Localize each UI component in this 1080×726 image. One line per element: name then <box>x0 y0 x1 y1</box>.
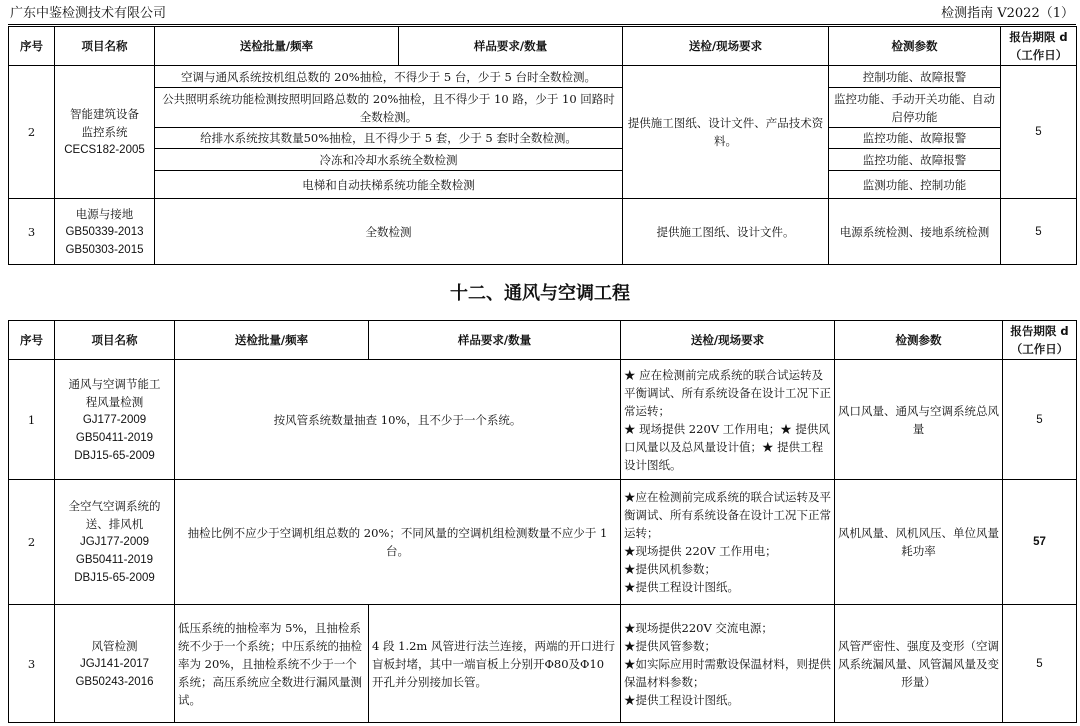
guide-version: 检测指南 V2022（1） <box>941 6 1074 21</box>
project-name-line: 全空气空调系统的 <box>68 499 161 513</box>
table-row <box>9 88 1077 128</box>
cell-project-name <box>55 199 155 265</box>
cell-period: 5 <box>1001 199 1077 265</box>
section-title: 十二、通风与空调工程 <box>450 283 630 304</box>
cell-period: 5 <box>1001 66 1077 199</box>
table-header-row <box>9 321 1077 360</box>
requirement-line: ★提供工程设计图纸。 <box>624 580 739 594</box>
requirement-line: ★ 现场提供 220V 工作用电；★ 提供风口风量以及总风量设计值；★ 提供工程设计图纸。 <box>624 421 830 472</box>
table-row <box>9 605 1077 723</box>
table-row <box>9 171 1077 199</box>
col-header-no: 序号 <box>9 321 55 360</box>
standard-code: DBJ15-65-2009 <box>74 449 155 462</box>
project-name-line: 监控系统 <box>81 125 128 139</box>
col-header-period-line2: （工作日） <box>1009 48 1068 62</box>
standard-code: GB50411-2019 <box>75 554 154 566</box>
table-row <box>9 199 1077 265</box>
table-ventilation <box>8 320 1077 723</box>
cell-no: 2 <box>9 66 55 199</box>
col-header-period-line2: （工作日） <box>1010 342 1069 356</box>
cell-params: 监控功能、手动开关功能、自动启停功能 <box>829 88 1001 128</box>
cell-project-name <box>55 66 155 199</box>
cell-no: 3 <box>9 605 55 723</box>
col-header-name: 项目名称 <box>55 27 155 66</box>
cell-params: 风口风量、通风与空调系统总风量 <box>835 360 1003 480</box>
col-header-sample: 样品要求/数量 <box>369 321 621 360</box>
cell-project-name <box>55 360 175 480</box>
col-header-params: 检测参数 <box>835 321 1003 360</box>
requirement-line: ★提供风管参数； <box>624 638 716 653</box>
cell-params: 风机风量、风机风压、单位风量耗功率 <box>835 480 1003 605</box>
table-row <box>9 149 1077 171</box>
col-header-requirement: 送检/现场要求 <box>623 27 829 66</box>
standard-code: GB50411-2019 <box>75 431 154 444</box>
col-header-sample: 样品要求/数量 <box>399 27 623 66</box>
standard-code: GB50243-2016 <box>75 675 154 688</box>
standard-code: CECS182-2005 <box>64 144 145 156</box>
table-row <box>9 128 1077 149</box>
cell-params: 监控功能、故障报警 <box>829 128 1001 149</box>
requirement-line: ★应在检测前完成系统的联合试运转及平衡调试、所有系统设备在设计工况下正常运转； <box>624 490 831 540</box>
requirement-line: ★现场提供220V 交流电源； <box>624 620 773 635</box>
table-intelligent-building <box>8 26 1077 265</box>
cell-params: 监测功能、控制功能 <box>829 171 1001 199</box>
cell-no: 3 <box>9 199 55 265</box>
cell-batch: 冷冻和冷却水系统全数检测 <box>155 149 623 171</box>
requirement-line: ★提供工程设计图纸。 <box>624 692 739 707</box>
cell-requirement <box>621 605 835 723</box>
table-header-row <box>9 27 1077 66</box>
cell-period: 5 <box>1003 360 1077 480</box>
col-header-batch: 送检批量/频率 <box>155 27 399 66</box>
col-header-period <box>1001 27 1077 66</box>
cell-params: 电源系统检测、接地系统检测 <box>829 199 1001 265</box>
requirement-line: ★提供风机参数； <box>624 562 716 576</box>
col-header-params: 检测参数 <box>829 27 1001 66</box>
project-name-line: 通风与空调节能工 <box>68 376 161 391</box>
col-header-requirement: 送检/现场要求 <box>621 321 835 360</box>
cell-no: 1 <box>9 360 55 480</box>
standard-code: JGJ141-2017 <box>79 657 150 670</box>
col-header-batch: 送检批量/频率 <box>175 321 369 360</box>
cell-requirement <box>621 360 835 480</box>
cell-no: 2 <box>9 480 55 605</box>
project-name-line: 风管检测 <box>91 638 138 653</box>
table-row <box>9 480 1077 605</box>
col-header-period-line1: 报告期限 d <box>1009 30 1068 44</box>
cell-batch: 抽检比例不应少于空调机组总数的 20%；不同风量的空调机组检测数量不应少于 1 台。 <box>175 480 621 605</box>
cell-batch: 空调与通风系统按机组总数的 20%抽检，不得少于 5 台，少于 5 台时全数检测。 <box>155 66 623 88</box>
cell-batch: 全数检测 <box>155 199 623 265</box>
project-name-line: 智能建筑设备 <box>70 107 139 121</box>
cell-period: 57 <box>1003 480 1077 605</box>
cell-batch: 低压系统的抽检率为 5%，且抽检系统不少于一个系统；中压系统的抽检率为 20%，且抽检系统不少于一个系统；高压系统应全数进行漏风量测试。 <box>175 605 369 723</box>
cell-batch: 公共照明系统功能检测按照明回路总数的 20%抽检，且不得少于 10 路，少于 10 回路时全数检测。 <box>155 88 623 128</box>
standard-code: GJ177-2009 <box>82 413 147 426</box>
header-rule <box>8 24 1076 25</box>
cell-project-name <box>55 480 175 605</box>
cell-params: 控制功能、故障报警 <box>829 66 1001 88</box>
standard-code: GB50303-2015 <box>65 243 144 256</box>
standard-code: GB50339-2013 <box>65 225 144 238</box>
col-header-no: 序号 <box>9 27 55 66</box>
requirement-line: ★如实际应用时需敷设保温材料，则提供保温材料参数； <box>624 656 831 689</box>
table-row <box>9 360 1077 480</box>
cell-batch: 电梯和自动扶梯系统功能全数检测 <box>155 171 623 199</box>
company-name: 广东中鉴检测技术有限公司 <box>10 6 167 21</box>
cell-project-name <box>55 605 175 723</box>
standard-code: DBJ15-65-2009 <box>74 572 155 584</box>
cell-params: 风管严密性、强度及变形（空调风系统漏风量、风管漏风量及变形量） <box>835 605 1003 723</box>
cell-sample: 4 段 1.2m 风管进行法兰连接，两端的开口进行盲板封堵，其中一端盲板上分别开Φ80及Φ10 开孔并分别接加长管。 <box>369 605 621 723</box>
project-name-line: 送、排风机 <box>85 517 144 531</box>
cell-batch: 按风管系统数量抽查 10%，且不少于一个系统。 <box>175 360 621 480</box>
standard-code: JGJ177-2009 <box>79 536 150 548</box>
cell-requirement <box>621 480 835 605</box>
cell-batch: 给排水系统按其数量50%抽检，且不得少于 5 套，少于 5 套时全数检测。 <box>155 128 623 149</box>
cell-requirement: 提供施工图纸、设计文件、产品技术资料。 <box>623 66 829 199</box>
col-header-period <box>1003 321 1077 360</box>
cell-period: 5 <box>1003 605 1077 723</box>
cell-params: 监控功能、故障报警 <box>829 149 1001 171</box>
table-row <box>9 66 1077 88</box>
requirement-line: ★现场提供 220V 工作用电； <box>624 544 777 558</box>
project-name-line: 电源与接地 <box>75 206 134 221</box>
col-header-name: 项目名称 <box>55 321 175 360</box>
cell-requirement: 提供施工图纸、设计文件。 <box>623 199 829 265</box>
col-header-period-line1: 报告期限 d <box>1010 324 1069 338</box>
requirement-line: ★ 应在检测前完成系统的联合试运转及平衡调试、所有系统设备在设计工况下正常运转； <box>624 367 831 418</box>
project-name-line: 程风量检测 <box>85 394 144 409</box>
